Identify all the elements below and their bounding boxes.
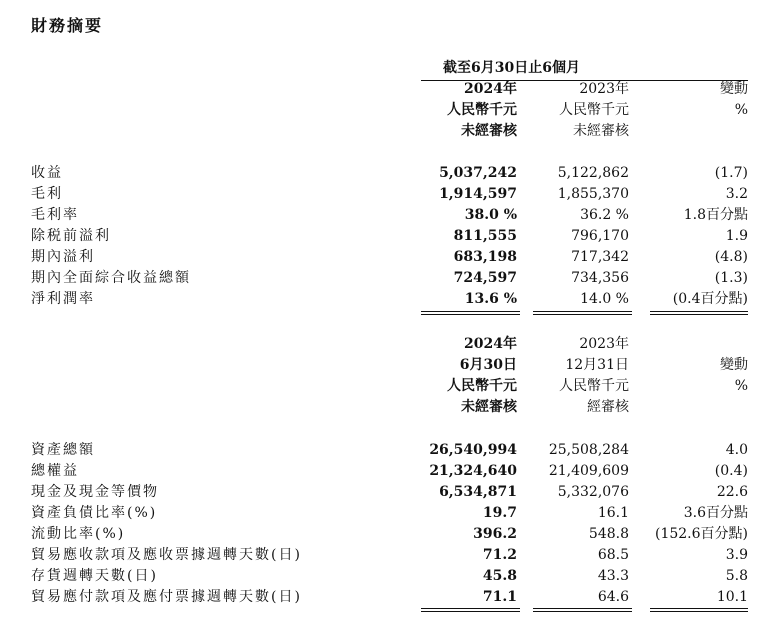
- row-value-2024: 683,198: [453, 249, 517, 265]
- row-value-2024: 724,597: [453, 270, 517, 286]
- total-rule-col2: [533, 311, 632, 315]
- total-rule-col3: [650, 311, 748, 315]
- row-change: 3.9: [725, 547, 748, 563]
- row-value-2023: 21,409,609: [548, 463, 629, 479]
- row-label: 期內全面綜合收益總額: [31, 270, 191, 286]
- row-label: 資產總額: [31, 442, 95, 458]
- row-change: 1.9: [725, 228, 748, 244]
- row-label: 淨利潤率: [31, 291, 95, 307]
- row-value-2023: 14.0 %: [580, 291, 629, 307]
- row-label: 毛利率: [31, 207, 79, 223]
- row-label: 存貨週轉天數(日): [31, 568, 158, 584]
- row-value-2023: 16.1: [597, 505, 629, 521]
- row-change: (0.4): [714, 463, 748, 479]
- row-value-2023: 25,508,284: [548, 442, 629, 458]
- row-change: (1.7): [714, 165, 748, 181]
- total-rule-col2: [533, 608, 632, 612]
- row-value-2024: 811,555: [453, 228, 517, 244]
- row-value-2023: 717,342: [571, 249, 629, 265]
- row-value-2024: 45.8: [482, 568, 517, 584]
- row-change: 22.6: [716, 484, 748, 500]
- row-value-2024: 19.7: [482, 505, 517, 521]
- row-value-2024: 6,534,871: [439, 484, 517, 500]
- row-value-2024: 26,540,994: [429, 442, 517, 458]
- row-value-2023: 5,332,076: [557, 484, 629, 500]
- row-label: 期內溢利: [31, 249, 95, 265]
- row-change: 1.8百分點: [683, 207, 748, 223]
- row-change: 4.0: [725, 442, 748, 458]
- total-rule-col3: [650, 608, 748, 612]
- row-label: 總權益: [31, 463, 79, 479]
- row-change: (1.3): [714, 270, 748, 286]
- row-value-2023: 548.8: [588, 526, 629, 542]
- row-value-2024: 21,324,640: [429, 463, 517, 479]
- page-title: 財務摘要: [31, 16, 104, 35]
- row-value-2023: 5,122,862: [557, 165, 629, 181]
- total-rule-col1: [421, 311, 520, 315]
- row-label: 現金及現金等價物: [31, 484, 159, 500]
- row-change: (0.4百分點): [672, 291, 748, 307]
- row-value-2023: 734,356: [571, 270, 629, 286]
- row-label: 流動比率(%): [31, 526, 126, 542]
- row-value-2024: 38.0 %: [464, 207, 517, 223]
- row-value-2023: 68.5: [597, 547, 629, 563]
- row-value-2024: 396.2: [473, 526, 517, 542]
- row-change: 3.2: [725, 186, 748, 202]
- row-label: 收益: [31, 165, 63, 181]
- row-change: 5.8: [725, 568, 748, 584]
- row-change: (152.6百分點): [654, 526, 748, 542]
- row-value-2024: 13.6 %: [464, 291, 517, 307]
- row-value-2023: 796,170: [571, 228, 629, 244]
- row-label: 除税前溢利: [31, 228, 111, 244]
- row-label: 資產負債比率(%): [31, 505, 158, 521]
- row-change: 10.1: [716, 589, 748, 605]
- row-value-2024: 71.1: [482, 589, 517, 605]
- row-label: 貿易應付款項及應付票據週轉天數(日): [31, 589, 302, 605]
- row-change: 3.6百分點: [683, 505, 748, 521]
- row-value-2023: 43.3: [597, 568, 629, 584]
- row-value-2023: 64.6: [597, 589, 629, 605]
- total-rule-col1: [421, 608, 520, 612]
- period-header: 截至6月30日止6個月: [443, 60, 580, 76]
- row-change: (4.8): [714, 249, 748, 265]
- row-value-2023: 36.2 %: [580, 207, 629, 223]
- row-value-2024: 1,914,597: [439, 186, 517, 202]
- row-value-2023: 1,855,370: [557, 186, 629, 202]
- row-label: 毛利: [31, 186, 63, 202]
- row-value-2024: 71.2: [482, 547, 517, 563]
- row-label: 貿易應收款項及應收票據週轉天數(日): [31, 547, 302, 563]
- row-value-2024: 5,037,242: [439, 165, 517, 181]
